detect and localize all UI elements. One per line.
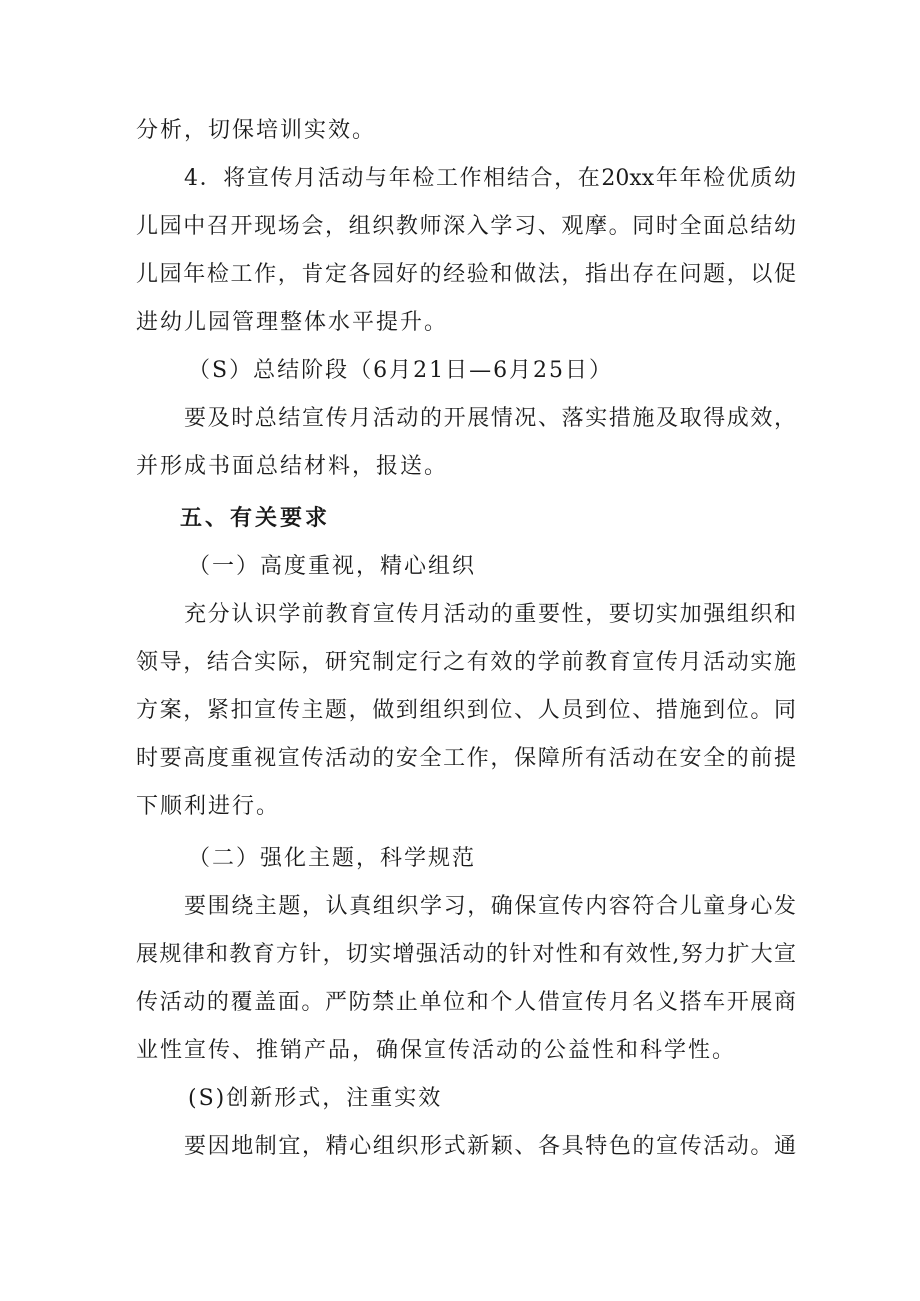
subsection-heading-one: （一）高度重视，精心组织 [188, 554, 477, 579]
paragraph-line: 分析，切保培训实效。 [136, 118, 377, 143]
paragraph-line: 儿园中召开现场会，组织教师深入学习、观摩。同时全面总结幼 [136, 214, 796, 239]
paragraph-line: 传活动的覆盖面。严防禁止单位和个人借宣传月名义搭车开展商 [136, 990, 796, 1015]
subsection-heading-summary-stage: （S）总结阶段（6月21日—6月25日） [188, 358, 614, 383]
paragraph-line: 领导，结合实际，研究制定行之有效的学前教育宣传月活动实施 [136, 650, 796, 675]
paragraph-line: 要围绕主题，认真组织学习，确保宣传内容符合儿童身心发 [184, 894, 796, 919]
paragraph-line: 要因地制宜，精心组织形式新颖、各具特色的宣传活动。通 [184, 1134, 796, 1159]
subsection-heading-two: （二）强化主题，科学规范 [188, 846, 477, 871]
paragraph-line: 下顺利进行。 [136, 794, 281, 819]
paragraph-line: 业性宣传、推销产品，确保宣传活动的公益性和科学性。 [136, 1038, 737, 1063]
paragraph-line: 进幼儿园管理整体水平提升。 [136, 310, 449, 335]
subsection-heading-three: (S)创新形式，注重实效 [188, 1086, 443, 1111]
paragraph-line: 展规律和教育方针，切实增强活动的针对性和有效性,努力扩大宣 [136, 942, 796, 967]
paragraph-line: 并形成书面总结材料，报送。 [136, 454, 449, 479]
paragraph-line: 要及时总结宣传月活动的开展情况、落实措施及取得成效， [184, 406, 796, 431]
paragraph-line: 时要高度重视宣传活动的安全工作，保障所有活动在安全的前提 [136, 746, 796, 771]
paragraph-line: 充分认识学前教育宣传月活动的重要性，要切实加强组织和 [184, 602, 796, 627]
paragraph-line: 儿园年检工作，肯定各园好的经验和做法，指出存在问题，以促 [136, 262, 796, 287]
section-heading-requirements: 五、有关要求 [180, 506, 331, 531]
paragraph-line: 方案，紧扣宣传主题，做到组织到位、人员到位、措施到位。同 [136, 698, 796, 723]
list-item-4-line: 4．将宣传月活动与年检工作相结合，在20xx年年检优质幼 [184, 166, 796, 191]
